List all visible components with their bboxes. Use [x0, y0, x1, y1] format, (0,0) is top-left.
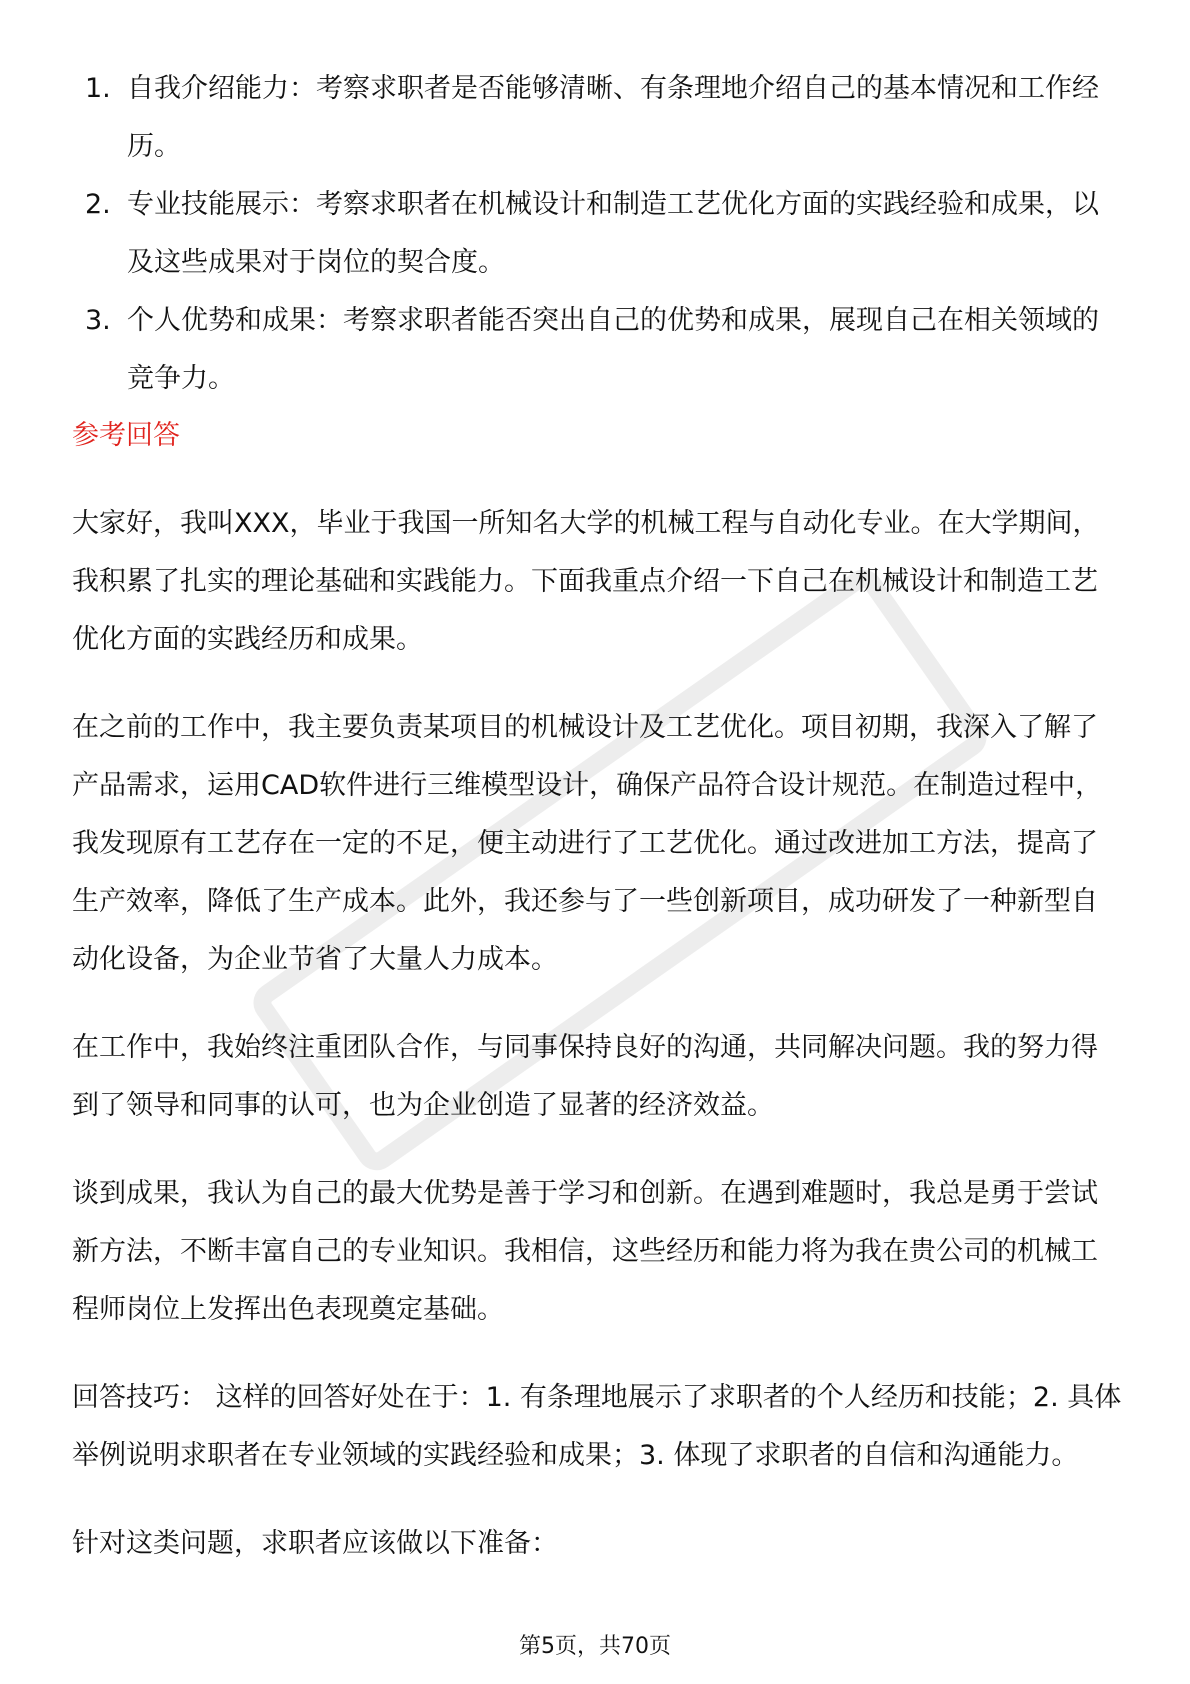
paragraph: 在之前的工作中，我主要负责某项目的机械设计及工艺优化。项目初期，我深入了解了产品需求，运用CAD软件进行三维模型设计，确保产品符合设计规范。在制造过程中，我发现原有工艺存在一定的不足，便主动进行了工艺优化。通过改进加工方法，提高了生产效率，降低了生产成本。此外，我还参与了一些创新项目，成功研发了一种新型自动化设备，为企业节省了大量人力成本。 [72, 712, 1103, 975]
paragraph: 大家好，我叫XXX，毕业于我国一所知名大学的机械工程与自动化专业。在大学期间，我积累了扎实的理论基础和实践能力。下面我重点介绍一下自己在机械设计和制造工艺优化方面的实践经历和成果。 [72, 508, 1100, 655]
answer-body [72, 495, 1122, 1603]
list-item-text: 专业技能展示：考察求职者在机械设计和制造工艺优化方面的实践经验和成果，以及这些成果对于岗位的契合度。 [127, 189, 1099, 278]
paragraph: 在工作中，我始终注重团队合作，与同事保持良好的沟通，共同解决问题。我的努力得到了领导和同事的认可，也为企业创造了显著的经济效益。 [72, 1032, 1098, 1121]
list-item-number: 1. [85, 73, 111, 104]
list-item-text: 个人优势和成果：考察求职者能否突出自己的优势和成果，展现自己在相关领域的竞争力。 [127, 305, 1099, 394]
paragraph: 针对这类问题，求职者应该做以下准备： [72, 1528, 558, 1559]
evaluation-criteria-list [85, 60, 1125, 408]
list-item-number: 2. [85, 189, 111, 220]
list-item [85, 60, 1125, 176]
list-item-text: 自我介绍能力：考察求职者是否能够清晰、有条理地介绍自己的基本情况和工作经历。 [127, 73, 1099, 162]
section-title: 参考回答 [72, 420, 180, 451]
list-item [85, 292, 1125, 408]
page-footer: 第5页，共70页 [519, 1634, 671, 1659]
paragraph: 谈到成果，我认为自己的最大优势是善于学习和创新。在遇到难题时，我总是勇于尝试新方法，不断丰富自己的专业知识。我相信，这些经历和能力将为我在贵公司的机械工程师岗位上发挥出色表现奠定基础。 [72, 1178, 1098, 1325]
list-item [85, 176, 1125, 292]
paragraph: 回答技巧： 这样的回答好处在于：1. 有条理地展示了求职者的个人经历和技能；2. 具体举例说明求职者在专业领域的实践经验和成果；3. 体现了求职者的自信和沟通能力。 [72, 1382, 1122, 1471]
list-item-number: 3. [85, 305, 111, 336]
